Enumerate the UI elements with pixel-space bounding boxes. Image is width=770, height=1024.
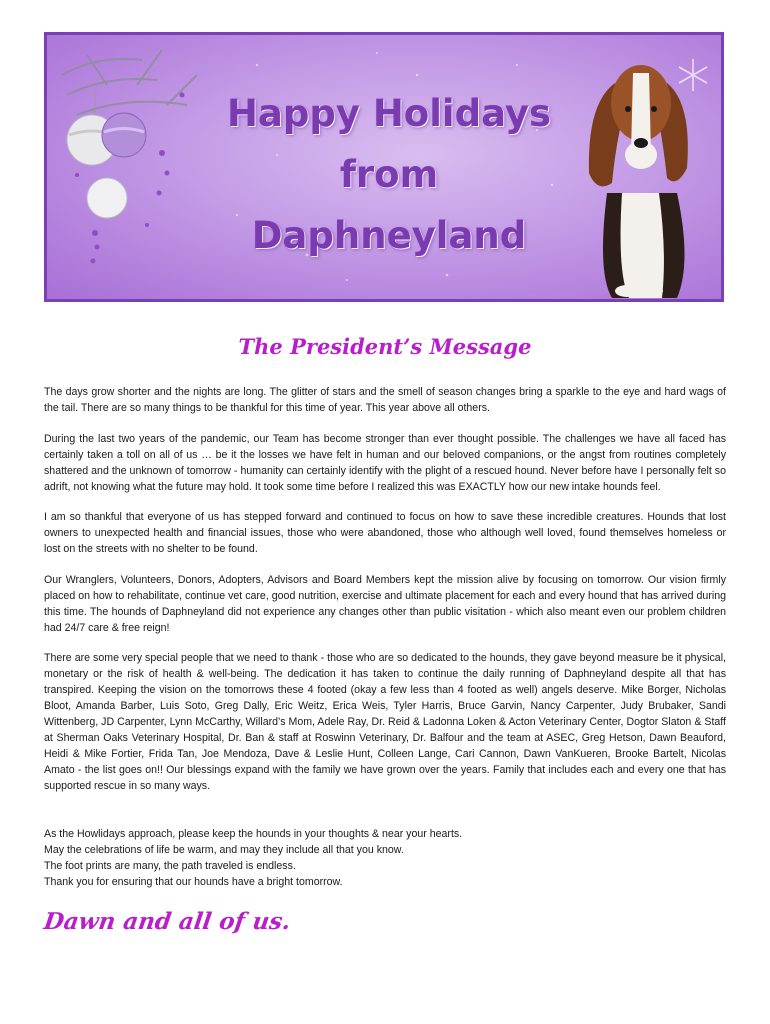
banner-title-line3: Daphneyland xyxy=(251,214,527,257)
banner-title-line1: Happy Holidays xyxy=(226,92,552,135)
closing-line: May the celebrations of life be warm, and may they include all that you know. xyxy=(44,844,404,856)
banner-title xyxy=(219,83,559,266)
ornaments-decoration xyxy=(47,35,217,285)
basset-hound-image xyxy=(567,43,707,302)
message-paragraph: During the last two years of the pandemic, our Team has become stronger than ever thought possible. The challenges we have all faced has certainly taken a toll on all of us … be it the losses we have felt in human and our beloved companions, or the angst from routines completely shattered and the unknown of tomorrow - humanity can certainly identify with the plight of a rescued hound. Never before have I personally felt so adrift, not knowing what the future may hold. It took some time before I realized this was EXACTLY how our new intake hounds feel. xyxy=(44,432,726,493)
message-paragraph: I am so thankful that everyone of us has stepped forward and continued to focus on how to save these incredible creatures. Hounds that lost owners to unexpected health and financial issues, those who were abandoned, those who although well loved, found themselves homeless or lost on the streets with no shelter to be found. xyxy=(44,511,726,555)
message-paragraph: There are some very special people that we need to thank - those who are so dedicated to the hounds, they gave beyond measure be it physical, monetary or the risk of health & well-being. The dedication it has taken to continue the daily running of Daphneyland despite all that has transpired. Keeping the vision on the tomorrows these 4 footed (okay a few less than 4 footed as well) angels deserve. Mike Borger, Nicholas Bloot, Amanda Barber, Luis Soto, Greg Dally, Eric Weitz, Erica Weis, Tyler Harris, Bruce Garvin, Nancy Carpenter, Judy Brubaker, Sandi Wittenberg, JD Carpenter, Lynn McCarthy, Willard’s Mom, Adele Ray, Dr. Reid & Ladonna Loken & Acton Veterinary Center, Dogtor Slaton & Staff at Sherman Oaks Veterinary Hospital, Dr. Ban & staff at Roswinn Veterinary, Dr. Balfour and the team at ASEC, Greg Hetson, Dawn Beauford, Heidi & Mike Fortier, Frida Tan, Joe Mendoza, Dave & Leslie Hunt, Colleen Lange, Cari Cannon, Dawn VanKueren, Brooke Bartelt, Nicolas Amato - the list goes on!! Our blessings expand with the family we have grown over the years. Family that includes each and every one that has supported rescue in so many ways. xyxy=(44,652,726,792)
message-paragraph: Our Wranglers, Volunteers, Donors, Adopters, Advisors and Board Members kept the mission alive by focusing on tomorrow. Our vision firmly placed on how to rehabilitate, continue vet care, good nutrition, exercise and ultimate placement for each and every hound that has arrived during this time. The hounds of Daphneyland did not experience any changes other than public visitation - which also meant even our problem children had 24/7 care & free reign! xyxy=(44,573,726,634)
signature: Dawn and all of us. xyxy=(42,908,293,935)
closing-line: The foot prints are many, the path traveled is endless. xyxy=(44,860,296,872)
message-paragraph: The days grow shorter and the nights are long. The glitter of stars and the smell of season changes bring a sparkle to the eye and hard wags of the tail. There are so many things to be thankful for this time of year. This year above all others. xyxy=(44,386,726,414)
message-body xyxy=(44,384,726,809)
closing-line: Thank you for ensuring that our hounds have a bright tomorrow. xyxy=(44,876,343,888)
closing-line: As the Howlidays approach, please keep the hounds in your thoughts & near your hearts. xyxy=(44,828,463,840)
closing-lines xyxy=(44,826,726,890)
holiday-banner xyxy=(44,32,724,302)
presidents-message-heading: The President’s Message xyxy=(238,334,532,359)
banner-title-line2: from xyxy=(339,153,439,196)
